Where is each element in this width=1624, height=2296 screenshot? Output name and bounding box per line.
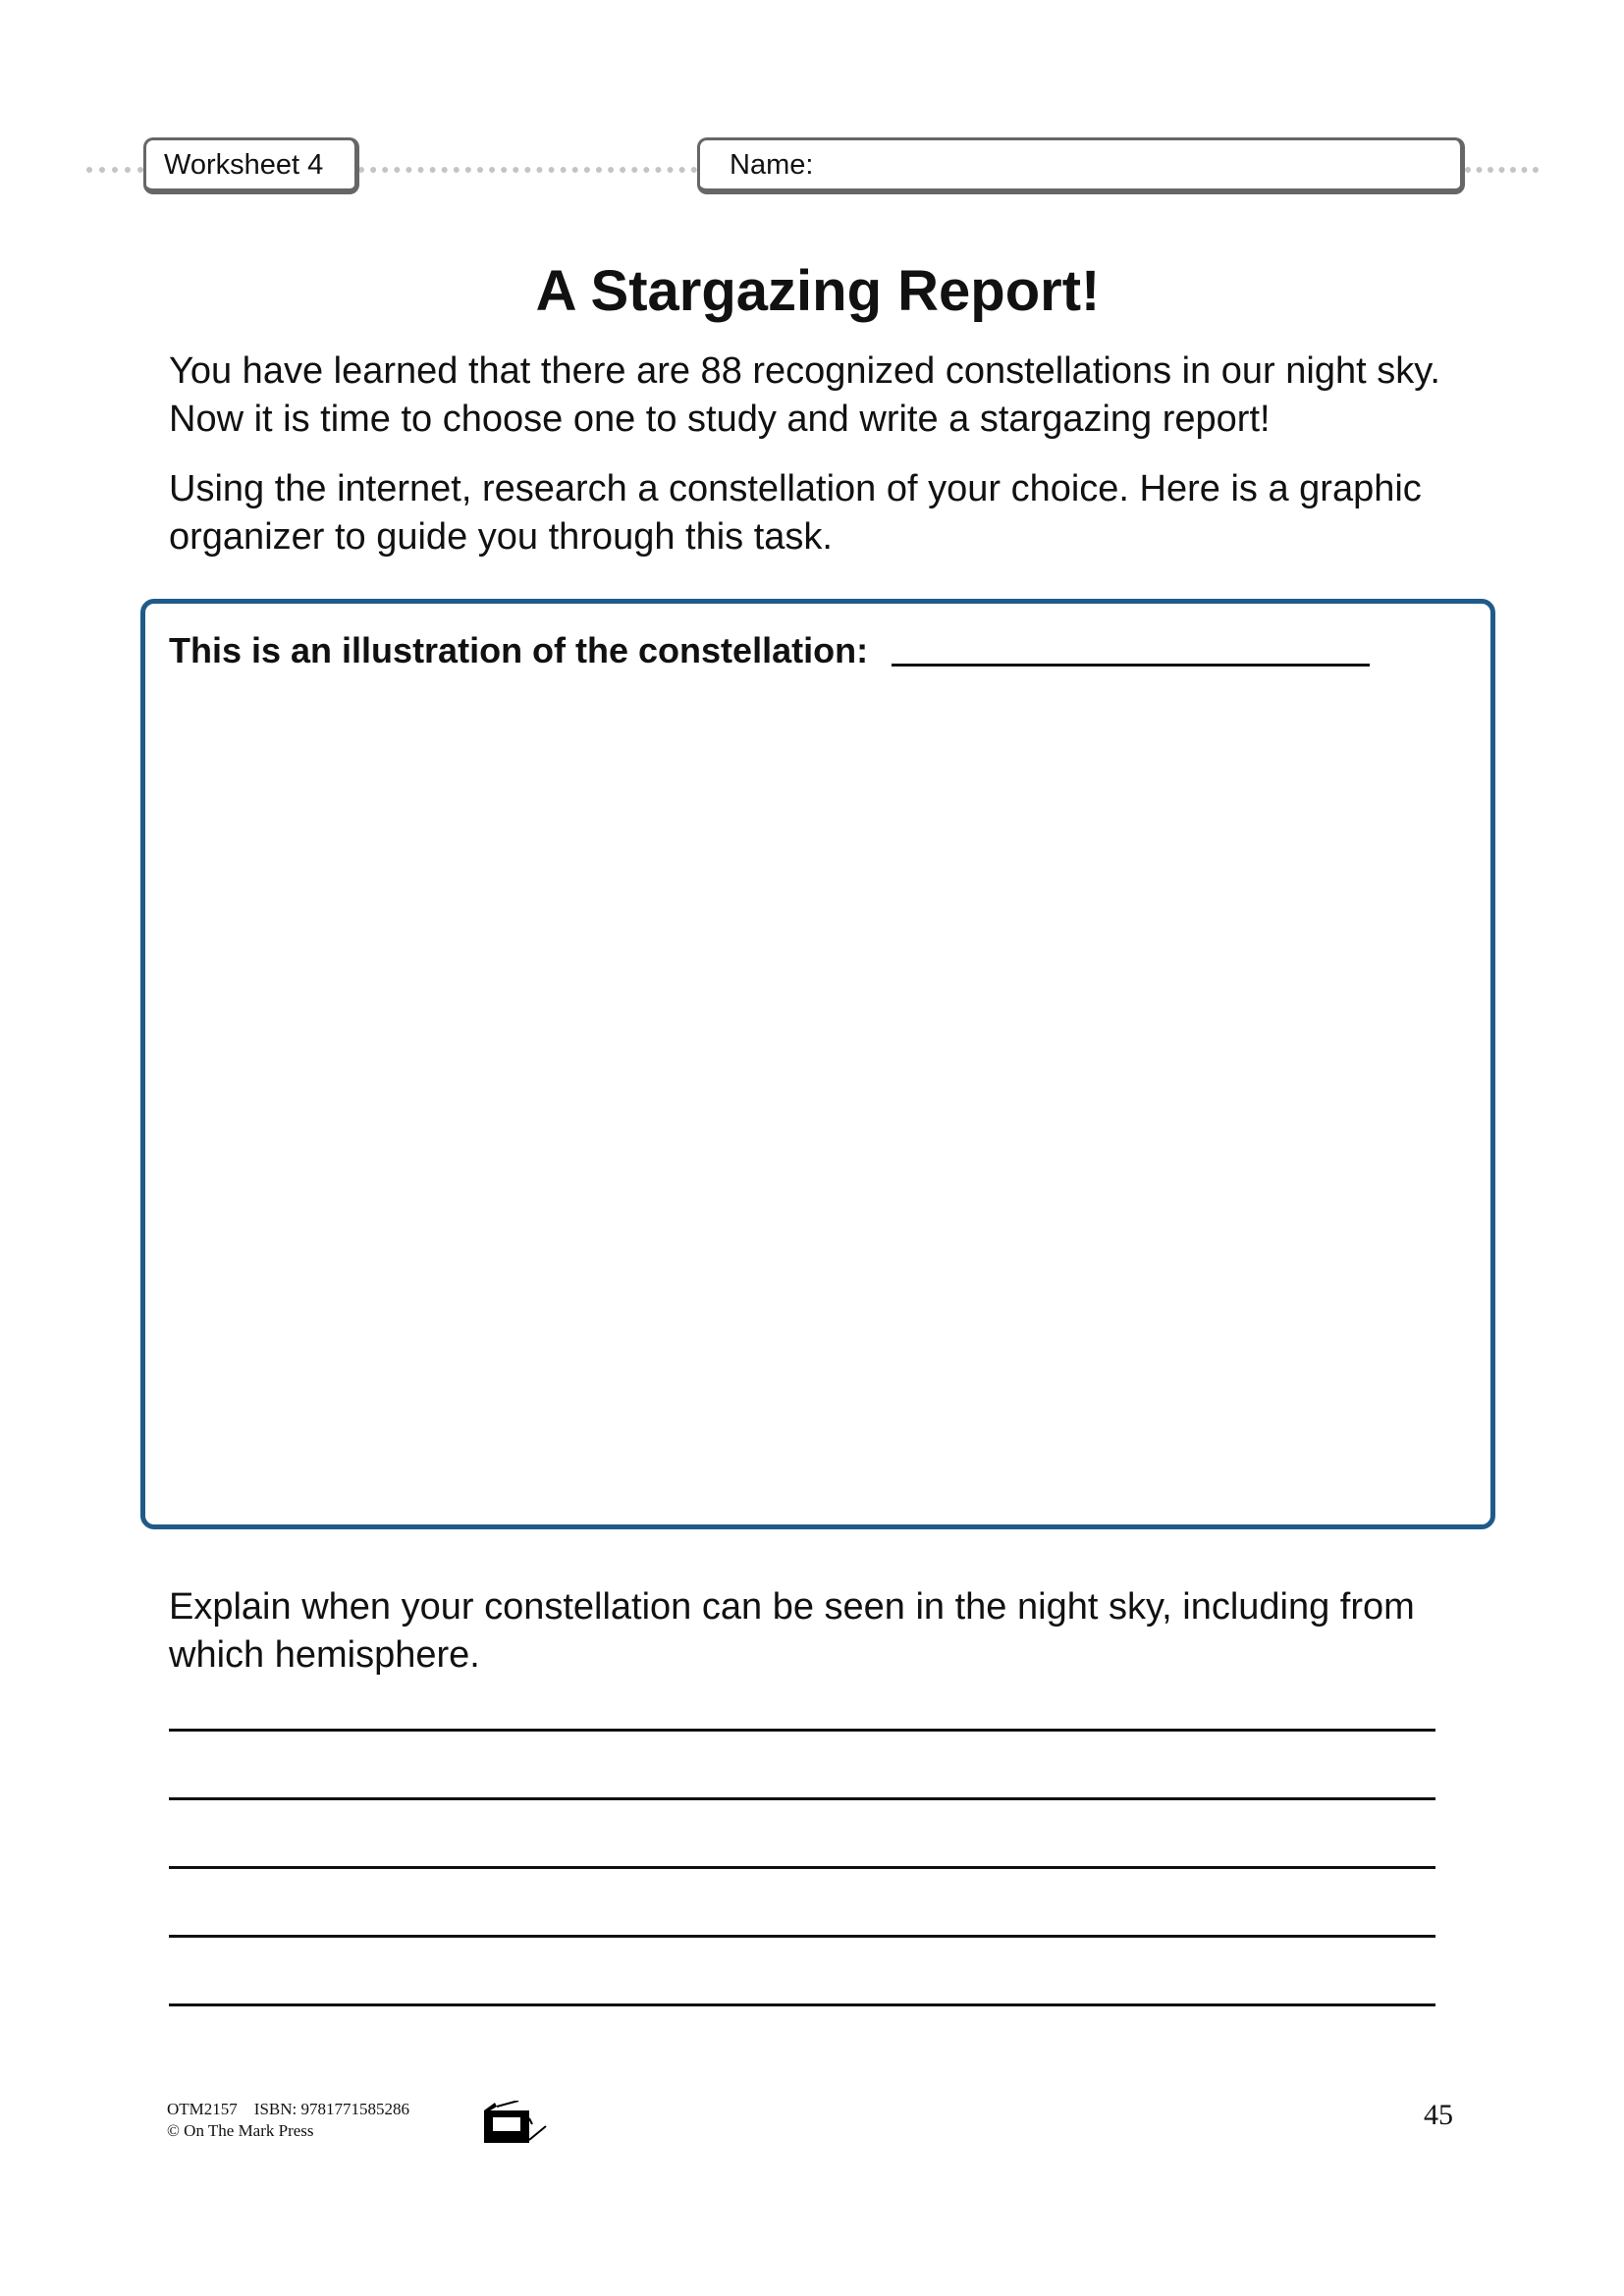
question-text: Explain when your constellation can be seen in the night sky, including from which hemisphere. <box>169 1586 1415 1676</box>
answer-line[interactable] <box>169 2003 1435 2072</box>
answer-line[interactable] <box>169 1935 1435 2003</box>
illustration-label: This is an illustration of the constellation: <box>169 630 869 670</box>
worksheet-body <box>140 257 1495 2072</box>
answer-line[interactable] <box>169 1797 1435 1866</box>
footer-code-isbn: OTM2157 ISBN: 9781771585286 <box>167 2100 409 2118</box>
header-dashed-line-middle <box>358 167 697 173</box>
page-number: 45 <box>1424 2099 1453 2131</box>
header-dashed-line-left <box>86 167 143 173</box>
answer-lines <box>169 1729 1495 2072</box>
name-field[interactable]: Name: <box>697 137 1465 194</box>
illustration-box[interactable] <box>140 599 1495 1529</box>
intro-paragraph-2: Using the internet, research a constellation of your choice. Here is a graphic organizer to guide you through this task. <box>169 468 1422 558</box>
worksheet-label: Worksheet 4 <box>143 137 359 194</box>
intro-paragraph-1: You have learned that there are 88 recognized constellations in our night sky. Now it is time to choose one to study and write a stargazing report! <box>169 350 1440 440</box>
illustration-header <box>169 629 1490 672</box>
constellation-name-line[interactable] <box>892 664 1370 667</box>
page-title: A Stargazing Report! <box>535 259 1101 323</box>
answer-line[interactable] <box>169 1729 1435 1797</box>
photocopier-icon <box>481 2101 560 2145</box>
footer-copyright: © On The Mark Press <box>167 2121 314 2140</box>
footer-left <box>167 2099 409 2142</box>
header-dashed-line-right <box>1465 167 1539 173</box>
answer-line[interactable] <box>169 1866 1435 1935</box>
